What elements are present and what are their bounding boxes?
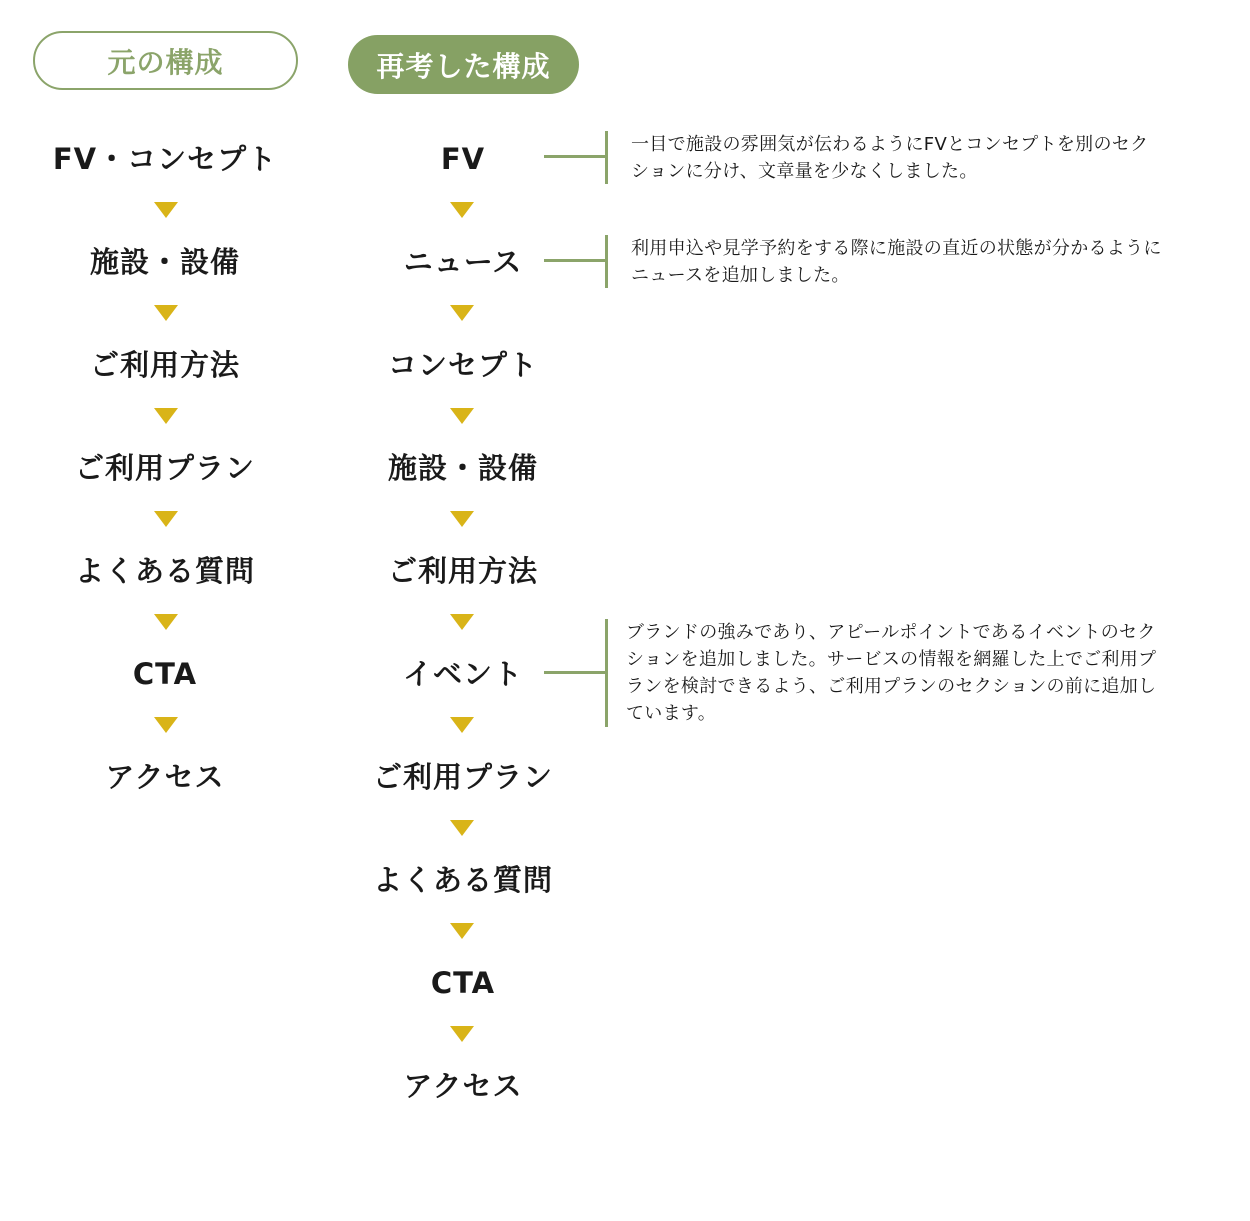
revised-item-facilities: 施設・設備 xyxy=(387,451,539,485)
revised-item-plans: ご利用プラン xyxy=(372,760,554,794)
annotation-connector xyxy=(544,671,607,674)
annotation-line: 一目で施設の雰囲気が伝わるようにFVとコンセプトを別のセク xyxy=(631,134,1149,155)
flow-arrow-icon xyxy=(154,614,178,630)
annotation-event-text xyxy=(626,619,1238,727)
revised-item-faq: よくある質問 xyxy=(372,863,554,897)
annotation-line: ています。 xyxy=(626,703,717,724)
revised-structure-header-label: 再考した構成 xyxy=(376,49,551,83)
revised-item-how-to-use: ご利用方法 xyxy=(387,554,539,588)
annotation-line: ニュースを追加しました。 xyxy=(631,265,850,286)
revised-item-concept: コンセプト xyxy=(387,348,539,382)
flow-arrow-icon xyxy=(450,820,474,836)
annotation-line: ションに分け、文章量を少なくしました。 xyxy=(631,161,978,182)
flow-arrow-icon xyxy=(450,511,474,527)
annotation-line: ランを検討できるよう、ご利用プランのセクションの前に追加し xyxy=(626,676,1157,697)
original-item-fv-concept: FV・コンセプト xyxy=(52,142,278,176)
flow-arrow-icon xyxy=(450,305,474,321)
annotation-bracket xyxy=(605,619,608,727)
annotation-connector xyxy=(544,259,607,262)
revised-item-cta: CTA xyxy=(430,966,496,1000)
original-item-faq: よくある質問 xyxy=(74,554,256,588)
flow-arrow-icon xyxy=(450,717,474,733)
revised-item-event: イベント xyxy=(402,657,524,691)
original-structure-header xyxy=(33,31,298,90)
revised-item-access: アクセス xyxy=(403,1069,523,1103)
original-structure-header-label: 元の構成 xyxy=(107,45,224,79)
flow-arrow-icon xyxy=(154,305,178,321)
annotation-bracket xyxy=(605,131,608,184)
annotation-connector xyxy=(544,155,607,158)
flow-arrow-icon xyxy=(450,202,474,218)
annotation-fv-text xyxy=(631,131,1231,185)
annotation-bracket xyxy=(605,235,608,288)
revised-item-fv: FV xyxy=(440,142,486,176)
revised-item-news: ニュース xyxy=(403,245,523,279)
original-item-facilities: 施設・設備 xyxy=(89,245,241,279)
annotation-news-text xyxy=(631,235,1243,289)
original-item-how-to-use: ご利用方法 xyxy=(89,348,241,382)
original-item-plans: ご利用プラン xyxy=(74,451,256,485)
flow-arrow-icon xyxy=(450,1026,474,1042)
flow-arrow-icon xyxy=(450,614,474,630)
flow-arrow-icon xyxy=(450,923,474,939)
flow-arrow-icon xyxy=(450,408,474,424)
revised-structure-header xyxy=(348,35,579,94)
annotation-line: ブランドの強みであり、アピールポイントであるイベントのセク xyxy=(626,622,1156,643)
original-item-access: アクセス xyxy=(105,760,225,794)
annotation-line: ションを追加しました。サービスの情報を網羅した上でご利用プ xyxy=(626,649,1157,670)
flow-arrow-icon xyxy=(154,408,178,424)
original-item-cta: CTA xyxy=(132,657,198,691)
flow-arrow-icon xyxy=(154,511,178,527)
annotation-line: 利用申込や見学予約をする際に施設の直近の状態が分かるように xyxy=(631,238,1162,259)
flow-arrow-icon xyxy=(154,202,178,218)
flow-arrow-icon xyxy=(154,717,178,733)
